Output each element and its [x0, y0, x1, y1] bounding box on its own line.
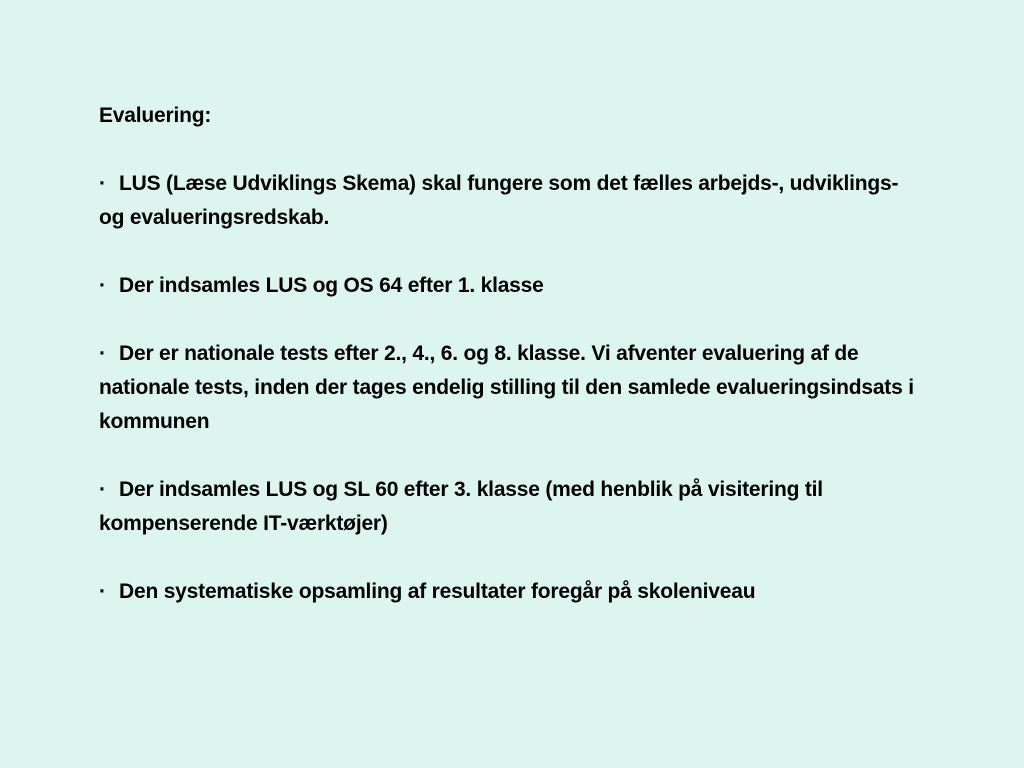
bullet-mark-icon: ·: [99, 274, 106, 297]
slide-heading: Evaluering:: [99, 104, 212, 127]
bullet-text: Der indsamles LUS og SL 60 efter 3. klasse (med henblik på visitering til kompenserende IT-værktøjer): [99, 478, 823, 535]
bullet-text: Der er nationale tests efter 2., 4., 6. og 8. klasse. Vi afventer evaluering af de nationale tests, inden der tages endelig stilling til den samlede evalueringsindsats i kommunen: [99, 342, 914, 433]
slide-content: [99, 99, 929, 643]
bullet-item: [99, 167, 929, 235]
bullet-text: Den systematiske opsamling af resultater foregår på skoleniveau: [119, 580, 756, 603]
bullet-text: Der indsamles LUS og OS 64 efter 1. klasse: [119, 274, 544, 297]
bullet-mark-icon: ·: [99, 342, 106, 365]
bullet-item: [99, 575, 929, 609]
bullet-mark-icon: ·: [99, 580, 106, 603]
bullet-item: [99, 473, 929, 541]
bullet-mark-icon: ·: [99, 172, 106, 195]
bullet-item: [99, 269, 929, 303]
bullet-text: LUS (Læse Udviklings Skema) skal fungere som det fælles arbejds-, udviklings- og evalueringsredskab.: [99, 172, 899, 229]
bullet-mark-icon: ·: [99, 478, 106, 501]
bullet-item: [99, 337, 929, 439]
